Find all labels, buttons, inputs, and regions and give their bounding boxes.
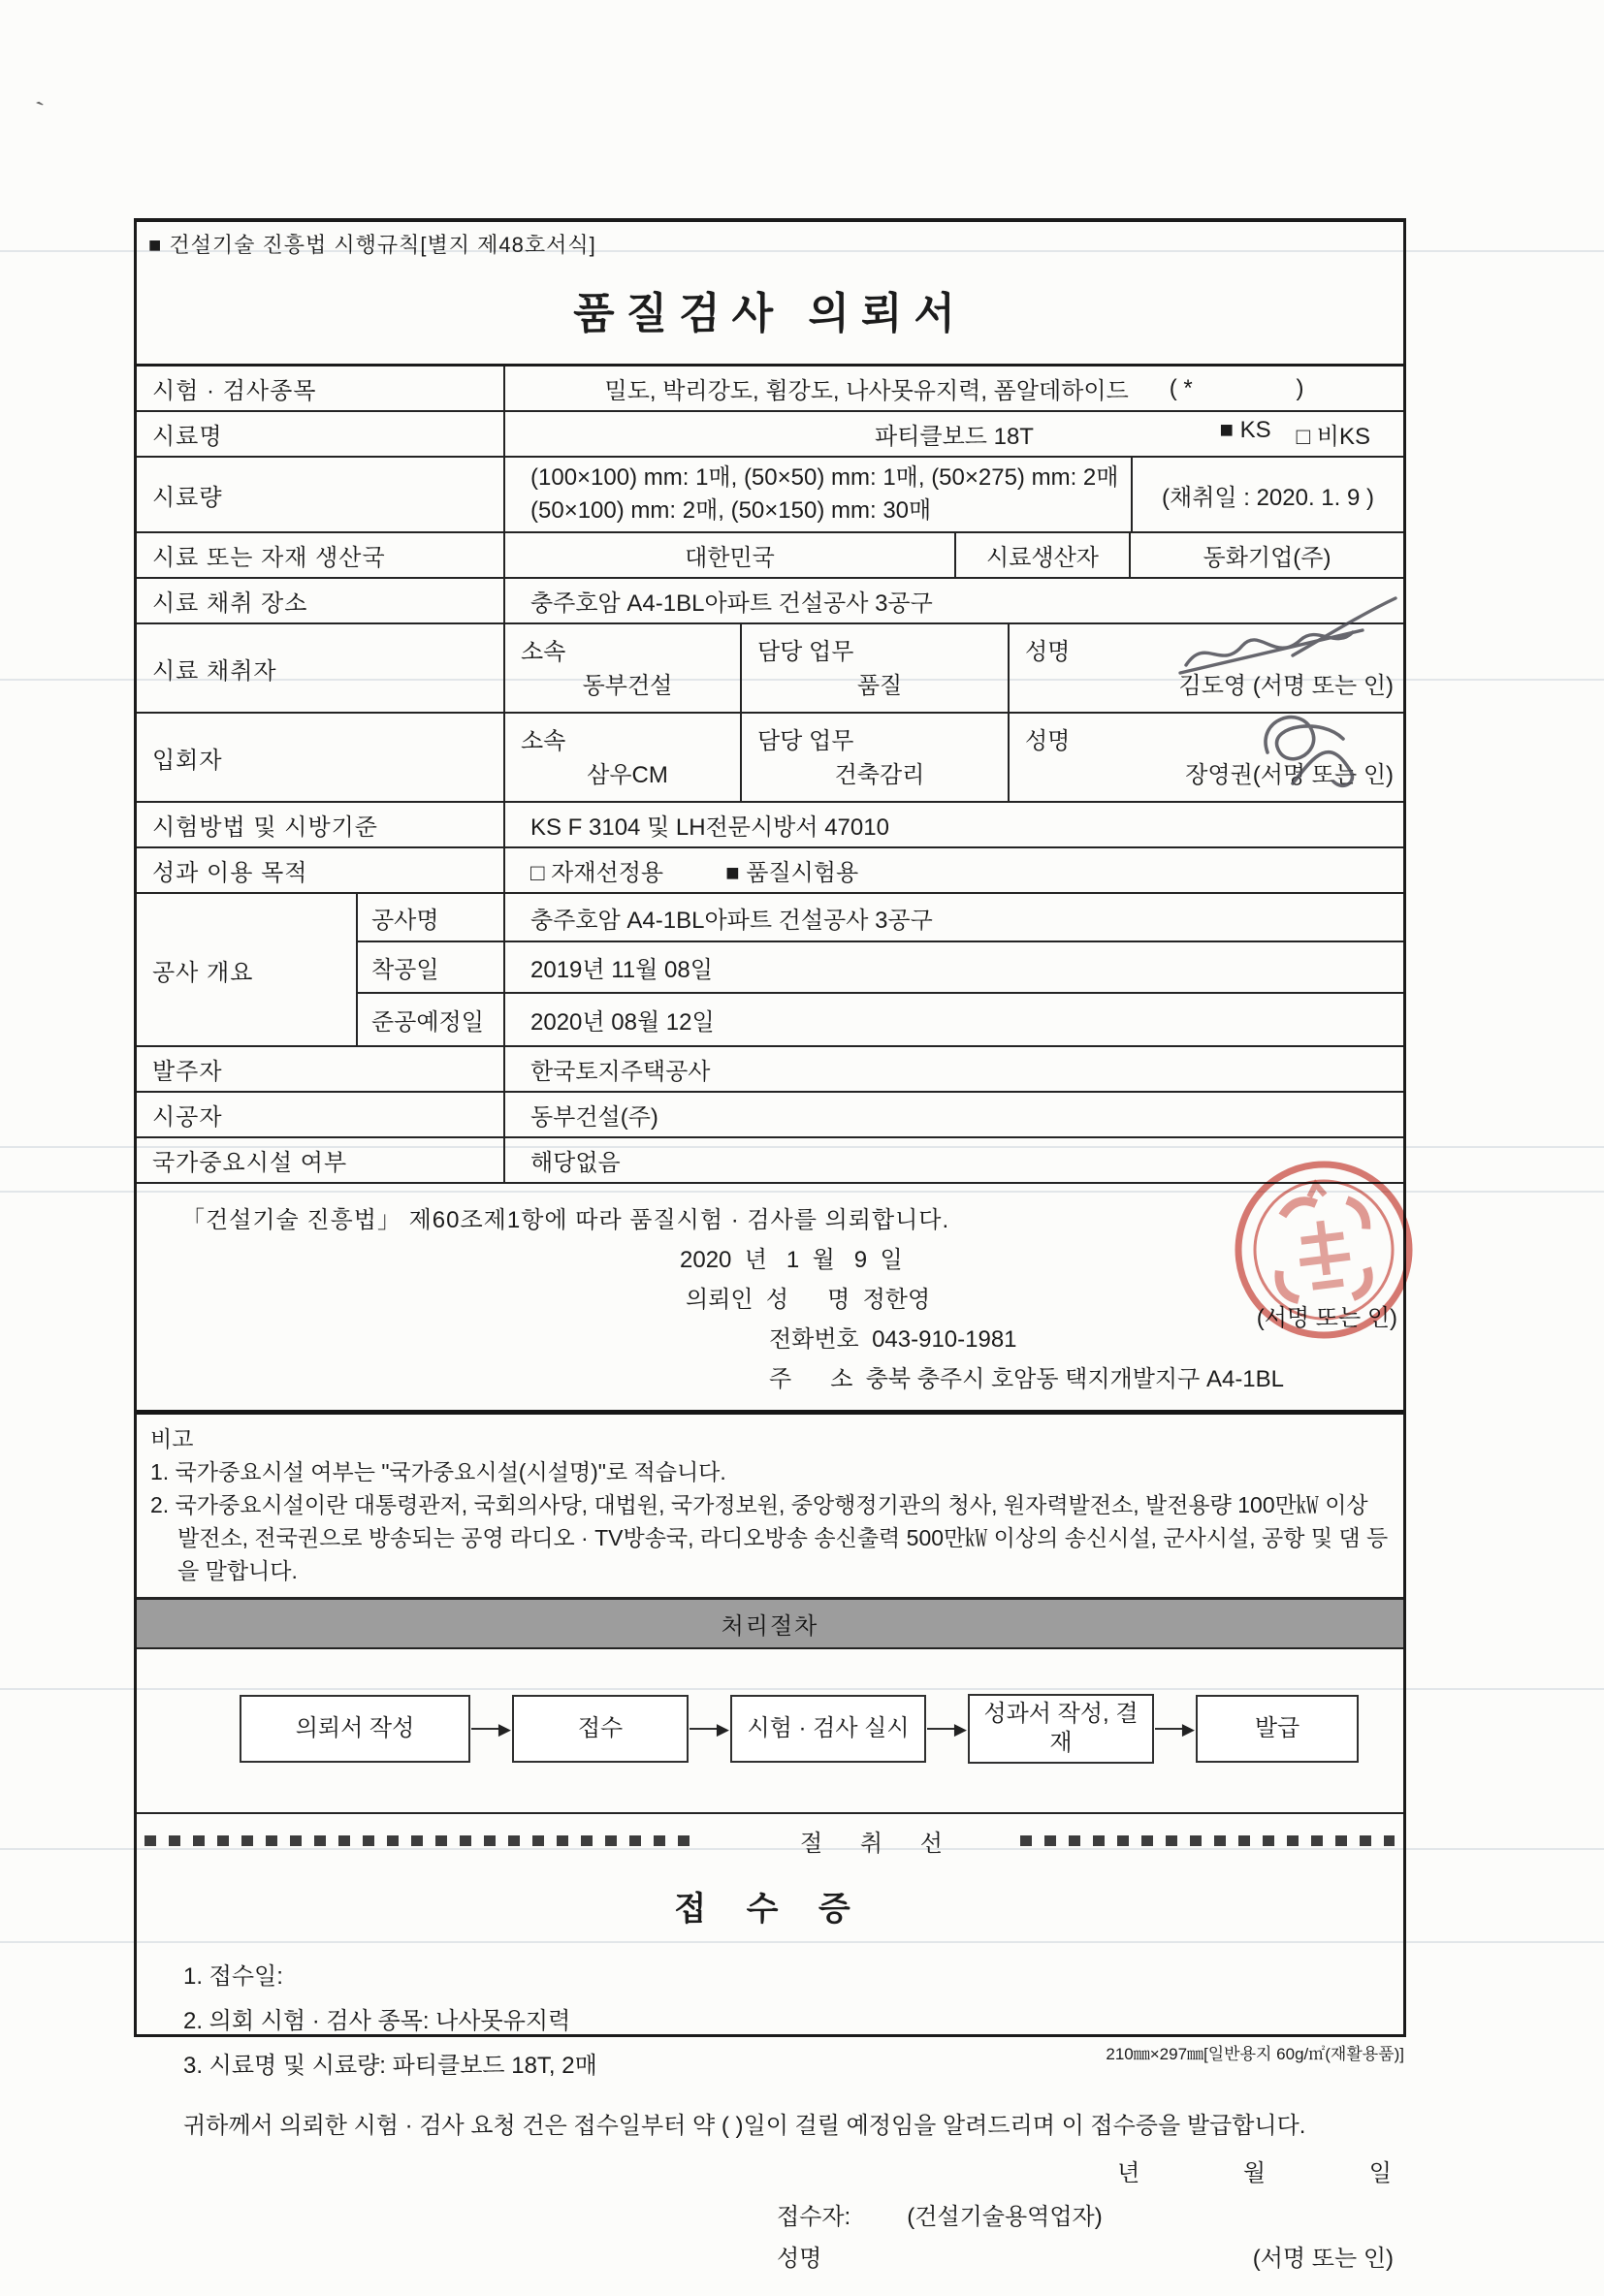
- flow-arrow: [470, 1721, 512, 1738]
- receiver-org: (건설기술용역업자): [907, 2204, 1103, 2230]
- sample-quantity-line1: (100×100) mm: 1매, (50×50) mm: 1매, (50×275) mm: 2매: [530, 464, 1119, 491]
- project-start-value: 2019년 11월 08일: [530, 957, 713, 983]
- declaration-phone: 전화번호 043-910-1981: [769, 1326, 1017, 1353]
- paper-spec-footer: 210㎜×297㎜[일반용지 60g/㎡(재활용품)]: [1106, 2045, 1404, 2063]
- sample-name-value: 파티클보드 18T: [875, 424, 1034, 450]
- note-item-2: 2. 국가중요시설이란 대통령관저, 국회의사당, 대법원, 국가정보원, 중앙행정기관의 청사, 원자력발전소, 발전용량 100만㎾ 이상 발전소, 전국권으로 방송되는 공영 라디오 · TV방송국, 라디오방송 송신출력 500만㎾ 이상의 송신시설, 군사시설, 공항 및 댐 등을 말합니다.: [150, 1492, 1389, 1583]
- cut-line: [137, 1830, 1403, 1857]
- row-label: 공사 개요: [137, 894, 358, 1045]
- collection-date: (채취일 : 2020. 1. 9 ): [1162, 484, 1374, 511]
- collector-name: 김도영 (서명 또는 인): [1178, 673, 1394, 699]
- critical-facility-value: 해당없음: [530, 1150, 621, 1176]
- project-name-row: [358, 894, 1403, 942]
- name-label: 성명: [1025, 639, 1071, 665]
- table-row-sample-quantity: [137, 458, 1403, 533]
- duty-label: 담당 업무: [757, 639, 854, 665]
- declaration-date: 2020 년 1 월 9 일: [680, 1247, 903, 1273]
- row-label: 시공자: [137, 1093, 505, 1136]
- row-label: 입회자: [137, 714, 505, 801]
- table-row-purpose: [137, 848, 1403, 894]
- collection-place-value: 충주호암 A4-1BL아파트 건설공사 3공구: [530, 590, 933, 617]
- table-row-test-items: [137, 367, 1403, 412]
- receipt-title: 접 수 증: [674, 1891, 866, 1928]
- declaration-statement: 「건설기술 진흥법」 제60조제1항에 따라 품질시험 · 검사를 의뢰합니다.: [181, 1207, 950, 1233]
- row-label: 시료 채취자: [137, 624, 505, 712]
- receipt-item-test: 2. 의회 시험 · 검사 종목: 나사못유지력: [183, 2008, 571, 2034]
- ks-checkbox-checked: ■ KS: [1219, 417, 1271, 443]
- cut-line-dots-left: [144, 1835, 695, 1846]
- receiver-label: 접수자:: [777, 2204, 851, 2230]
- notes-section: [137, 1415, 1403, 1597]
- row-label: 국가중요시설 여부: [137, 1138, 505, 1182]
- origin-country: 대한민국: [505, 533, 956, 577]
- process-bar-title: 처리절차: [137, 1597, 1403, 1649]
- row-label: 시료명: [137, 412, 505, 456]
- arrow-head-icon: ▶: [497, 1719, 511, 1738]
- flow-arrow: [1154, 1721, 1196, 1738]
- duty-label: 담당 업무: [757, 728, 854, 754]
- flow-step-write-request: 의뢰서 작성: [240, 1695, 470, 1763]
- form-reference: ■ 건설기술 진흥법 시행규칙[별지 제48호서식]: [148, 233, 596, 257]
- collector-dept: 동부건설: [582, 673, 673, 699]
- non-ks-checkbox: □ 비KS: [1296, 424, 1370, 450]
- declaration-section: [137, 1184, 1403, 1415]
- producer-value: 동화기업(주): [1203, 545, 1331, 571]
- flow-step-report: 성과서 작성, 결재: [968, 1694, 1154, 1764]
- declaration-address: 주 소 충북 충주시 호암동 택지개발지구 A4-1BL: [769, 1366, 1285, 1392]
- receiver-name-label: 성명: [777, 2246, 822, 2272]
- table-row-witness: [137, 714, 1403, 803]
- scan-artifact-mark: `: [33, 96, 54, 130]
- project-name-value: 충주호암 A4-1BL아파트 건설공사 3공구: [530, 907, 933, 934]
- table-row-contractor: [137, 1093, 1403, 1138]
- row-label: 성과 이용 목적: [137, 848, 505, 892]
- method-value: KS F 3104 및 LH전문시방서 47010: [530, 814, 889, 841]
- witness-name: 장영권(서명 또는 인): [1185, 762, 1394, 788]
- project-start-row: [358, 942, 1403, 994]
- receipt-date-blank: 년 월 일: [1117, 2160, 1392, 2186]
- row-label: 시험 · 검사종목: [137, 367, 505, 410]
- purpose-option-quality-checked: ■ 품질시험용: [725, 860, 859, 886]
- project-completion-value: 2020년 08월 12일: [530, 1009, 715, 1036]
- producer-label: 시료생산자: [956, 533, 1131, 577]
- purpose-option-material: □ 자재선정용: [530, 860, 664, 886]
- receipt-item-date: 1. 접수일:: [183, 1963, 283, 1990]
- contractor-value: 동부건설(주): [530, 1104, 658, 1131]
- row-label: 시료 채취 장소: [137, 579, 505, 622]
- cut-line-dots-right: [1020, 1835, 1395, 1846]
- flow-arrow: [689, 1721, 730, 1738]
- table-row-project-overview: [137, 894, 1403, 1047]
- table-row-origin: [137, 533, 1403, 579]
- dept-label: 소속: [521, 639, 566, 665]
- form-table: [137, 364, 1403, 1184]
- arrow-head-icon: ▶: [716, 1719, 729, 1738]
- dept-label: 소속: [521, 728, 566, 754]
- witness-dept: 삼우CM: [587, 762, 668, 788]
- page-title: 품질검사 의뢰서: [573, 290, 967, 337]
- flow-arrow: [926, 1721, 968, 1738]
- project-start-label: 착공일: [358, 942, 505, 992]
- orderer-value: 한국토지주택공사: [530, 1059, 711, 1085]
- process-flow: [137, 1649, 1403, 1814]
- table-row-collector: [137, 624, 1403, 714]
- cut-line-label: 절 취 선: [800, 1830, 958, 1857]
- note-item-1: 1. 국가중요시설 여부는 "국가중요시설(시설명)"로 적습니다.: [150, 1459, 726, 1484]
- row-label: 시료 또는 자재 생산국: [137, 533, 505, 577]
- notes-heading: 비고: [150, 1426, 194, 1451]
- receiver-sign-note: (서명 또는 인): [1252, 2246, 1394, 2272]
- table-row-method: [137, 803, 1403, 848]
- flow-step-receipt: 접수: [512, 1695, 689, 1763]
- receipt-item-sample: 3. 시료명 및 시료량: 파티클보드 18T, 2매: [183, 2053, 597, 2079]
- flow-step-issue: 발급: [1196, 1695, 1359, 1763]
- test-items-star: ( * ): [1169, 374, 1304, 401]
- table-row-orderer: [137, 1047, 1403, 1093]
- arrow-head-icon: ▶: [1181, 1719, 1195, 1738]
- test-items-value: 밀도, 박리강도, 휨강도, 나사못유지력, 폼알데하이드: [604, 378, 1129, 404]
- sign-or-seal-note: (서명 또는 인): [1256, 1305, 1397, 1331]
- row-label: 시험방법 및 시방기준: [137, 803, 505, 846]
- collector-duty: 품질: [856, 673, 903, 699]
- project-name-label: 공사명: [358, 894, 505, 941]
- row-label: 발주자: [137, 1047, 505, 1091]
- witness-duty: 건축감리: [834, 762, 925, 788]
- declaration-requester: 의뢰인 성 명 정한영: [686, 1287, 931, 1313]
- flow-step-test: 시험 · 검사 실시: [730, 1695, 926, 1763]
- receipt-paragraph: 귀하께서 의뢰한 시험 · 검사 요청 건은 접수일부터 약 ( )일이 걸릴 예정임을 알려드리며 이 접수증을 발급합니다.: [183, 2113, 1306, 2139]
- project-completion-row: [358, 994, 1403, 1045]
- sample-quantity-line2: (50×100) mm: 2매, (50×150) mm: 30매: [530, 497, 932, 524]
- table-row-critical-facility: [137, 1138, 1403, 1184]
- table-row-collection-place: [137, 579, 1403, 624]
- official-seal-stamp: [1220, 1146, 1428, 1354]
- table-row-sample-name: [137, 412, 1403, 458]
- name-label: 성명: [1025, 728, 1071, 754]
- arrow-head-icon: ▶: [953, 1719, 967, 1738]
- row-label: 시료량: [137, 458, 505, 531]
- project-completion-label: 준공예정일: [358, 994, 505, 1045]
